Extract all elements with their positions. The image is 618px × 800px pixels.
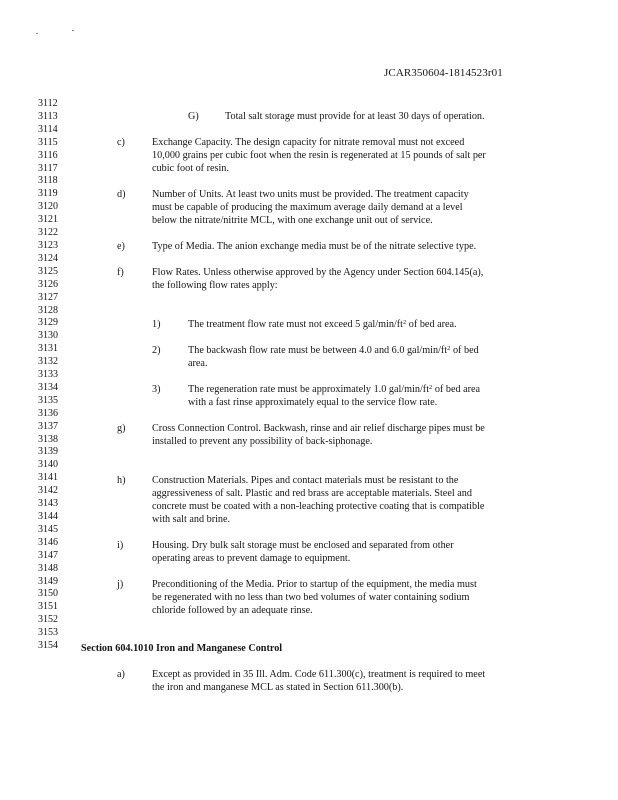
item-marker: i) xyxy=(117,540,124,551)
sub-item-marker: 1) xyxy=(152,319,161,330)
line-number: 3124 xyxy=(38,252,58,264)
line-number: 3121 xyxy=(38,214,58,226)
body-text: Total salt storage must provide for at least 30 days of operation. xyxy=(225,111,485,122)
item-marker: f) xyxy=(117,267,124,278)
body-text: The treatment flow rate must not exceed 5 gal/$\min/ft^2$ of bed area. xyxy=(188,319,457,330)
body-text: the iron and manganese MCL as stated in Section 611.300(b). xyxy=(152,682,404,693)
line-number: 3132 xyxy=(38,356,58,368)
body-text: with salt and brine. xyxy=(152,514,231,525)
body-text: The regeneration rate must be approximately 1.0 gal/$\min/ft^2$ of bed area xyxy=(188,384,481,395)
body-text: Cross Connection Control. Backwash, rinse and air relief discharge pipes must be xyxy=(152,423,485,434)
body-text: installed to prevent any possibility of back-siphonage. xyxy=(152,436,373,447)
body-text: operating areas to prevent damage to equipment. xyxy=(152,553,351,564)
line-number: 3127 xyxy=(38,291,58,303)
body-text: Exchange Capacity. The design capacity for nitrate removal must not exceed xyxy=(152,137,465,148)
line-number: 3122 xyxy=(38,227,58,239)
line-number: 3130 xyxy=(38,330,58,342)
body-text: The backwash flow rate must be between 4.0 and 6.0 gal/$\min/ft^2$ of bed xyxy=(188,345,479,356)
line-number: 3149 xyxy=(38,575,58,587)
item-marker: a) xyxy=(117,669,125,680)
line-number-column xyxy=(38,98,78,653)
item-marker: e) xyxy=(117,241,125,252)
body-text: area. xyxy=(188,358,208,369)
item-marker: g) xyxy=(117,423,126,434)
body-text: Except as provided in 35 Ill. Adm. Code 611.300(c), treatment is required to meet xyxy=(152,669,486,680)
line-number: 3141 xyxy=(38,472,58,484)
line-number: 3134 xyxy=(38,381,58,393)
line-number: 3150 xyxy=(38,588,58,600)
line-number: 3147 xyxy=(38,549,58,561)
line-number: 3118 xyxy=(38,175,58,187)
body-text: chloride followed by an adequate rinse. xyxy=(152,605,313,616)
line-number: 3125 xyxy=(38,265,58,277)
body-text: must be capable of producing the maximum average daily demand at a level xyxy=(152,202,463,213)
line-number: 3113 xyxy=(38,110,58,122)
line-number: 3142 xyxy=(38,485,58,497)
line-number: 3116 xyxy=(38,149,58,161)
body-text: Flow Rates. Unless otherwise approved by the Agency under Section 604.145(a), xyxy=(152,267,484,278)
body-text: with a fast rinse approximately equal to the service flow rate. xyxy=(188,397,438,408)
body-text: the following flow rates apply: xyxy=(152,280,278,291)
line-number: 3143 xyxy=(38,498,58,510)
body-text: be regenerated with no less than two bed volumes of water containing sodium xyxy=(152,592,470,603)
line-number: 3138 xyxy=(38,433,58,445)
item-marker: h) xyxy=(117,475,126,486)
section-heading: Section 604.1010 Iron and Manganese Control xyxy=(81,643,283,654)
item-marker: d) xyxy=(117,189,126,200)
line-number: 3137 xyxy=(38,420,58,432)
body-text: cubic foot of resin. xyxy=(152,163,229,174)
line-number: 3148 xyxy=(38,562,58,574)
line-number: 3139 xyxy=(38,446,58,458)
line-number: 3140 xyxy=(38,459,58,471)
line-number: 3136 xyxy=(38,407,58,419)
line-number: 3135 xyxy=(38,394,58,406)
sub-item-marker: 2) xyxy=(152,345,161,356)
body-text: Number of Units. At least two units must be provided. The treatment capacity xyxy=(152,189,469,200)
body-text: Construction Materials. Pipes and contact materials must be resistant to the xyxy=(152,475,459,486)
line-number: 3151 xyxy=(38,601,58,613)
line-number: 3120 xyxy=(38,201,58,213)
body-text: concrete must be coated with a non-leaching protective coating that is compatible xyxy=(152,501,485,512)
line-number: 3144 xyxy=(38,511,58,522)
line-number: 3133 xyxy=(38,369,58,381)
line-number: 3112 xyxy=(38,98,58,109)
line-number: 3154 xyxy=(38,640,58,652)
item-marker: c) xyxy=(117,137,125,148)
line-number: 3153 xyxy=(38,627,58,639)
line-number: 3145 xyxy=(38,523,58,535)
item-marker: G) xyxy=(188,111,199,122)
body-text: 10,000 grains per cubic foot when the resin is regenerated at 15 pounds of salt per xyxy=(152,150,486,161)
line-number: 3152 xyxy=(38,614,58,626)
line-number: 3126 xyxy=(38,278,58,290)
line-number: 3114 xyxy=(38,123,58,135)
line-number: 3115 xyxy=(38,136,58,148)
line-number: 3129 xyxy=(38,317,58,329)
body-text: below the nitrate/nitrite MCL, with one exchange unit out of service. xyxy=(152,215,433,226)
sub-item-marker: 3) xyxy=(152,384,161,395)
scan-speck xyxy=(36,33,38,34)
body-text: aggressiveness of salt. Plastic and red brass are acceptable materials. Steel and xyxy=(152,488,472,499)
body-text: Type of Media. The anion exchange media must be of the nitrate selective type. xyxy=(152,241,477,252)
line-number: 3117 xyxy=(38,162,58,174)
scan-speck xyxy=(72,30,74,31)
body-text: Preconditioning of the Media. Prior to startup of the equipment, the media must xyxy=(152,579,477,590)
line-number: 3123 xyxy=(38,239,58,251)
document-id-header: JCAR350604-1814523r01 xyxy=(384,67,503,79)
line-number: 3146 xyxy=(38,536,58,548)
body-text: Housing. Dry bulk salt storage must be enclosed and separated from other xyxy=(152,540,454,551)
line-number: 3128 xyxy=(38,304,58,316)
line-number: 3119 xyxy=(38,188,58,200)
item-marker: j) xyxy=(117,579,124,590)
line-number: 3131 xyxy=(38,343,58,355)
